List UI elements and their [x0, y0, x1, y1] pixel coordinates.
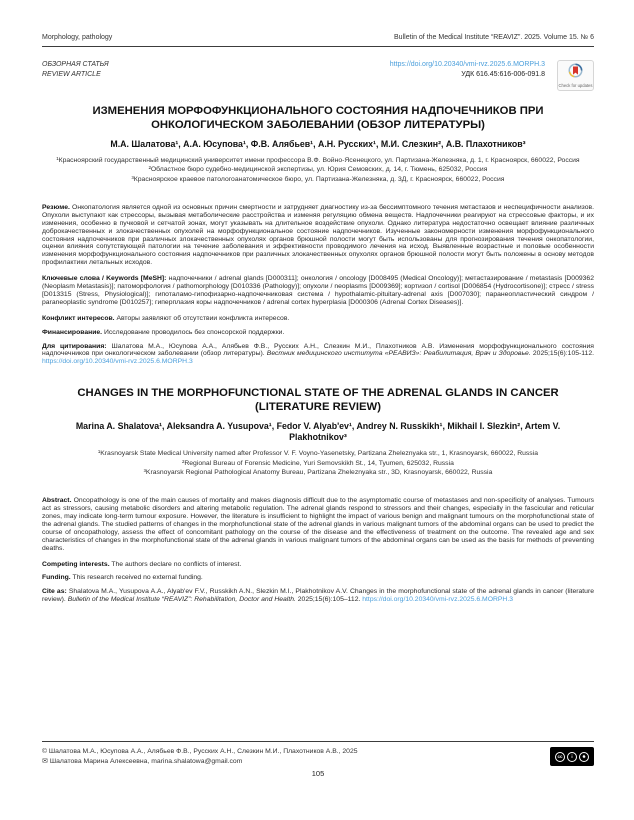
funding-text-ru: Исследование проводилось без спонсорской поддержки.	[103, 328, 285, 336]
authors-en: Marina A. Shalatova¹, Aleksandra A. Yusupova¹, Fedor V. Alyab'ev¹, Andrey N. Russkikh¹, Mikhail I. Slezkin², Artem V. Plakhotnikov³	[75, 421, 561, 443]
keywords-text: надпочечники / adrenal glands [D000311]; онкология / oncology [D008495 (Medical Oncology)]; метастазирование / metastasis [D009362 (Neoplasm Metastasis)]; патоморфология / pathomorphology [D010336 (Pathology)]; опухоли / neoplasms [D009369]; кортизол / cortisol [D006854 (Hydrocortisone)]; стресс / stress [D013315 (Stress, Physiological)]; гипоталамо-гипофизарно-надпочечниковая система / hypothalamic-pituitary-adrenal axis [D007030]; паранеопластический синдром / paraneoplastic syndrome [D010257]; гиперплазия коры надпочечников / adrenal cortex hyperplasia [D000306 (Adrenal Cortex Diseases)].	[42, 275, 594, 306]
article-type-en: REVIEW ARTICLE	[42, 70, 101, 78]
copyright-line: © Шалатова М.А., Юсупова А.А., Алябьев Ф.В., Русских А.Н., Слезкин М.И., Плахотников А.В., 2025	[42, 748, 358, 755]
crossmark-badge[interactable]	[557, 60, 594, 91]
funding-label-ru: Финансирование.	[42, 328, 103, 336]
contact-text: Шалатова Марина Алексеевна, marina.shalatowa@gmail.com	[49, 757, 243, 765]
funding-ru	[42, 329, 594, 337]
abstract-text-en: Oncopathology is one of the main causes of mortality and makes diagnosis difficult due to the asymptomatic course of metastases and non-specificity of analyses. Tumours act as stressors, causing metabolic disorders and altering metabolic regulation. The adrenal glands respond to stressors and their changes, especially in the fascicular and reticular zones, may indicate long-term tumour exposure. However, the literature is insufficient to highlight the impact of various benign and malignant tumours on the morphofunctional state of the adrenal glands. The studied patterns of changes in the morphofunctional state of the adrenal glands in various malignant tumors of the abdominal organs can be used to predict the course of oncopathology, assess the effect of concomitant pathology on the course of the disease and the effectiveness of treatment on the outcome. The revealed age and sex characteristics of changes in the morphofunctional state of the adrenal glands in various malignant tumors of the abdominal organs can be used as the basis for methods of preventing deaths.	[42, 497, 594, 552]
citeas-pages: 2025;15(6):105–112.	[297, 596, 361, 604]
cc-license-badge[interactable]	[550, 747, 594, 766]
abstract-ru	[42, 204, 594, 267]
citeas-label: Cite as:	[42, 588, 67, 596]
funding-en	[42, 574, 594, 582]
affiliations-en	[42, 449, 594, 477]
email-icon: ✉	[42, 757, 48, 765]
affiliations-ru	[42, 156, 594, 184]
crossmark-label: Check for updates	[558, 82, 593, 88]
competing-interests	[42, 561, 594, 569]
page-footer	[42, 741, 594, 778]
affiliation: ³Krasnoyarsk Regional Pathological Anatomy Bureau, Partizana Zheleznyaka str., 3D, Krasnoyarsk, 660022, Russia	[143, 468, 493, 476]
affiliation: ¹Krasnoyarsk State Medical University named after Professor V. F. Voyno-Yasenetsky, Partizana Zheleznyaka str., 1, Krasnoyarsk, 660022, Russia	[98, 450, 538, 458]
nc-icon: $	[579, 752, 589, 762]
conflict-of-interest	[42, 315, 594, 323]
page-number: 105	[311, 769, 325, 778]
authors-ru: М.А. Шалатова¹, А.А. Юсупова¹, Ф.В. Алябьев¹, А.Н. Русских¹, М.И. Слезкин², А.В. Плахотников³	[110, 139, 526, 149]
footer-rule	[42, 741, 594, 742]
journal-section: Morphology, pathology	[42, 34, 113, 41]
crossmark-icon	[568, 63, 583, 83]
conflict-label: Конфликт интересов.	[42, 314, 115, 322]
keywords-label: Ключевые слова / Keywords [MeSH]:	[42, 275, 167, 283]
abstract-label-ru: Резюме.	[42, 203, 70, 211]
affiliation: ³Красноярское краевое патологоанатомическое бюро, ул. Партизана-Железняка, д. 3Д, г. Красноярск, 660022, Россия	[131, 175, 505, 183]
contact-line	[42, 757, 594, 767]
cc-icon: cc	[555, 752, 565, 762]
citeas-journal: Bulletin of the Medical Institute “REAVIZ”: Rehabilitation, Doctor and Health.	[67, 596, 296, 604]
abstract-text-ru: Онкопатология является одной из основных причин смертности и затрудняет диагностику из-за бессимптомного течения метастазов и неспецифичности анализов. Опухоли выступают как стрессоры, вызывая метаболические расстройства и изменяя регуляцию обмена веществ. Надпочечники реагируют на стрессовые факторы, и их изменения, особенно в пучковой и сетчатой зонах, могут указывать на длительное воздействие опухоли. Однако литература недостаточно освещает влияние различных доброкачественных и злокачественных опухолей на морфофункциональное состояние надпочечников. Изученные закономерности изменения морфофункционального состояния надпочечников при различных злокачественных опухолях органов брюшной полости могут быть использованы для прогнозирования течения онкопатологии, оценки влияния сопутствующей патологии на течение заболевания и эффективности проводимого лечения на исход. Выявленные возрастные и половые особенности изменения морфофункционального состояния надпочечников при различных злокачественных опухолях органов брюшной полости могут быть положены в основу методов профилактики летальных исходов.	[42, 203, 594, 267]
competing-text: The authors declare no conflicts of interest.	[111, 560, 242, 568]
article-meta	[42, 60, 594, 91]
affiliation: ²Областное бюро судебно-медицинской экспертизы, ул. Юрия Семовских, д. 14, г. Тюмень, 625032, Россия	[148, 166, 488, 174]
article-title-en: CHANGES IN THE MORPHOFUNCTIONAL STATE OF THE ADRENAL GLANDS IN CANCER (LITERATURE REVIEW)	[77, 387, 559, 414]
citation-text-ru: Шалатова М.А., Юсупова А.А., Алябьев Ф.В., Русских А.Н., Слезкин М.И., Плахотников А.В. Изменения морфофункционального состояния надпочечников при онкологическом заболевании (обзор литературы).	[42, 342, 594, 358]
udk-number: УДК 616.45:616-006-091.8	[461, 70, 545, 78]
affiliation: ²Regional Bureau of Forensic Medicine, Yuri Semovskikh St., 14, Tyumen, 625032, Russia	[182, 459, 454, 467]
affiliation: ¹Красноярский государственный медицинский университет имени профессора В.Ф. Войно-Ясенецкого, ул. Партизана-Железняка, д. 1, г. Красноярск, 660022, Россия	[56, 157, 580, 164]
citation-pages-ru: 2025;15(6):105-112.	[532, 350, 594, 358]
by-icon: i	[567, 752, 577, 762]
citation-doi-link-ru[interactable]: https://doi.org/10.20340/vmi-rvz.2025.6.MORPH.3	[42, 358, 193, 366]
keywords	[42, 275, 594, 307]
doi-link[interactable]: https://doi.org/10.20340/vmi-rvz.2025.6.MORPH.3	[389, 61, 545, 68]
running-head	[42, 0, 594, 41]
citation-ru	[42, 343, 594, 367]
funding-label-en: Funding.	[42, 574, 71, 582]
article-type	[42, 60, 109, 79]
conflict-text: Авторы заявляют об отсутствии конфликта интересов.	[116, 314, 290, 322]
header-rule	[42, 46, 594, 47]
cite-as	[42, 588, 594, 604]
citation-doi-link-en[interactable]: https://doi.org/10.20340/vmi-rvz.2025.6.MORPH.3	[362, 596, 514, 604]
citation-journal-ru: Вестник медицинского института «РЕАВИЗ»: Реабилитация, Врач и Здоровье.	[266, 350, 531, 358]
journal-issue: Bulletin of the Medical Institute “REAVIZ”. 2025. Volume 15. № 6	[394, 34, 594, 41]
citation-label-ru: Для цитирования:	[42, 342, 107, 350]
citeas-text: Shalatova M.A., Yusupova A.A., Alyab'ev F.V., Russkikh A.N., Slezkin M.I., Plakhotnikov A.V. Changes in the morphofunctional state of the adrenal glands in cancer (literature review).	[42, 588, 595, 604]
funding-text-en: This research received no external funding.	[72, 574, 203, 582]
competing-label: Competing interests.	[42, 560, 110, 568]
article-title-ru: ИЗМЕНЕНИЯ МОРФОФУНКЦИОНАЛЬНОГО СОСТОЯНИЯ НАДПОЧЕЧНИКОВ ПРИ ОНКОЛОГИЧЕСКОМ ЗАБОЛЕВАНИИ (ОБЗОР ЛИТЕРАТУРЫ)	[92, 105, 544, 131]
abstract-en	[42, 497, 594, 552]
meta-identifiers	[390, 60, 545, 79]
article-type-ru: ОБЗОРНАЯ СТАТЬЯ	[42, 61, 109, 68]
abstract-label-en: Abstract.	[42, 497, 72, 505]
